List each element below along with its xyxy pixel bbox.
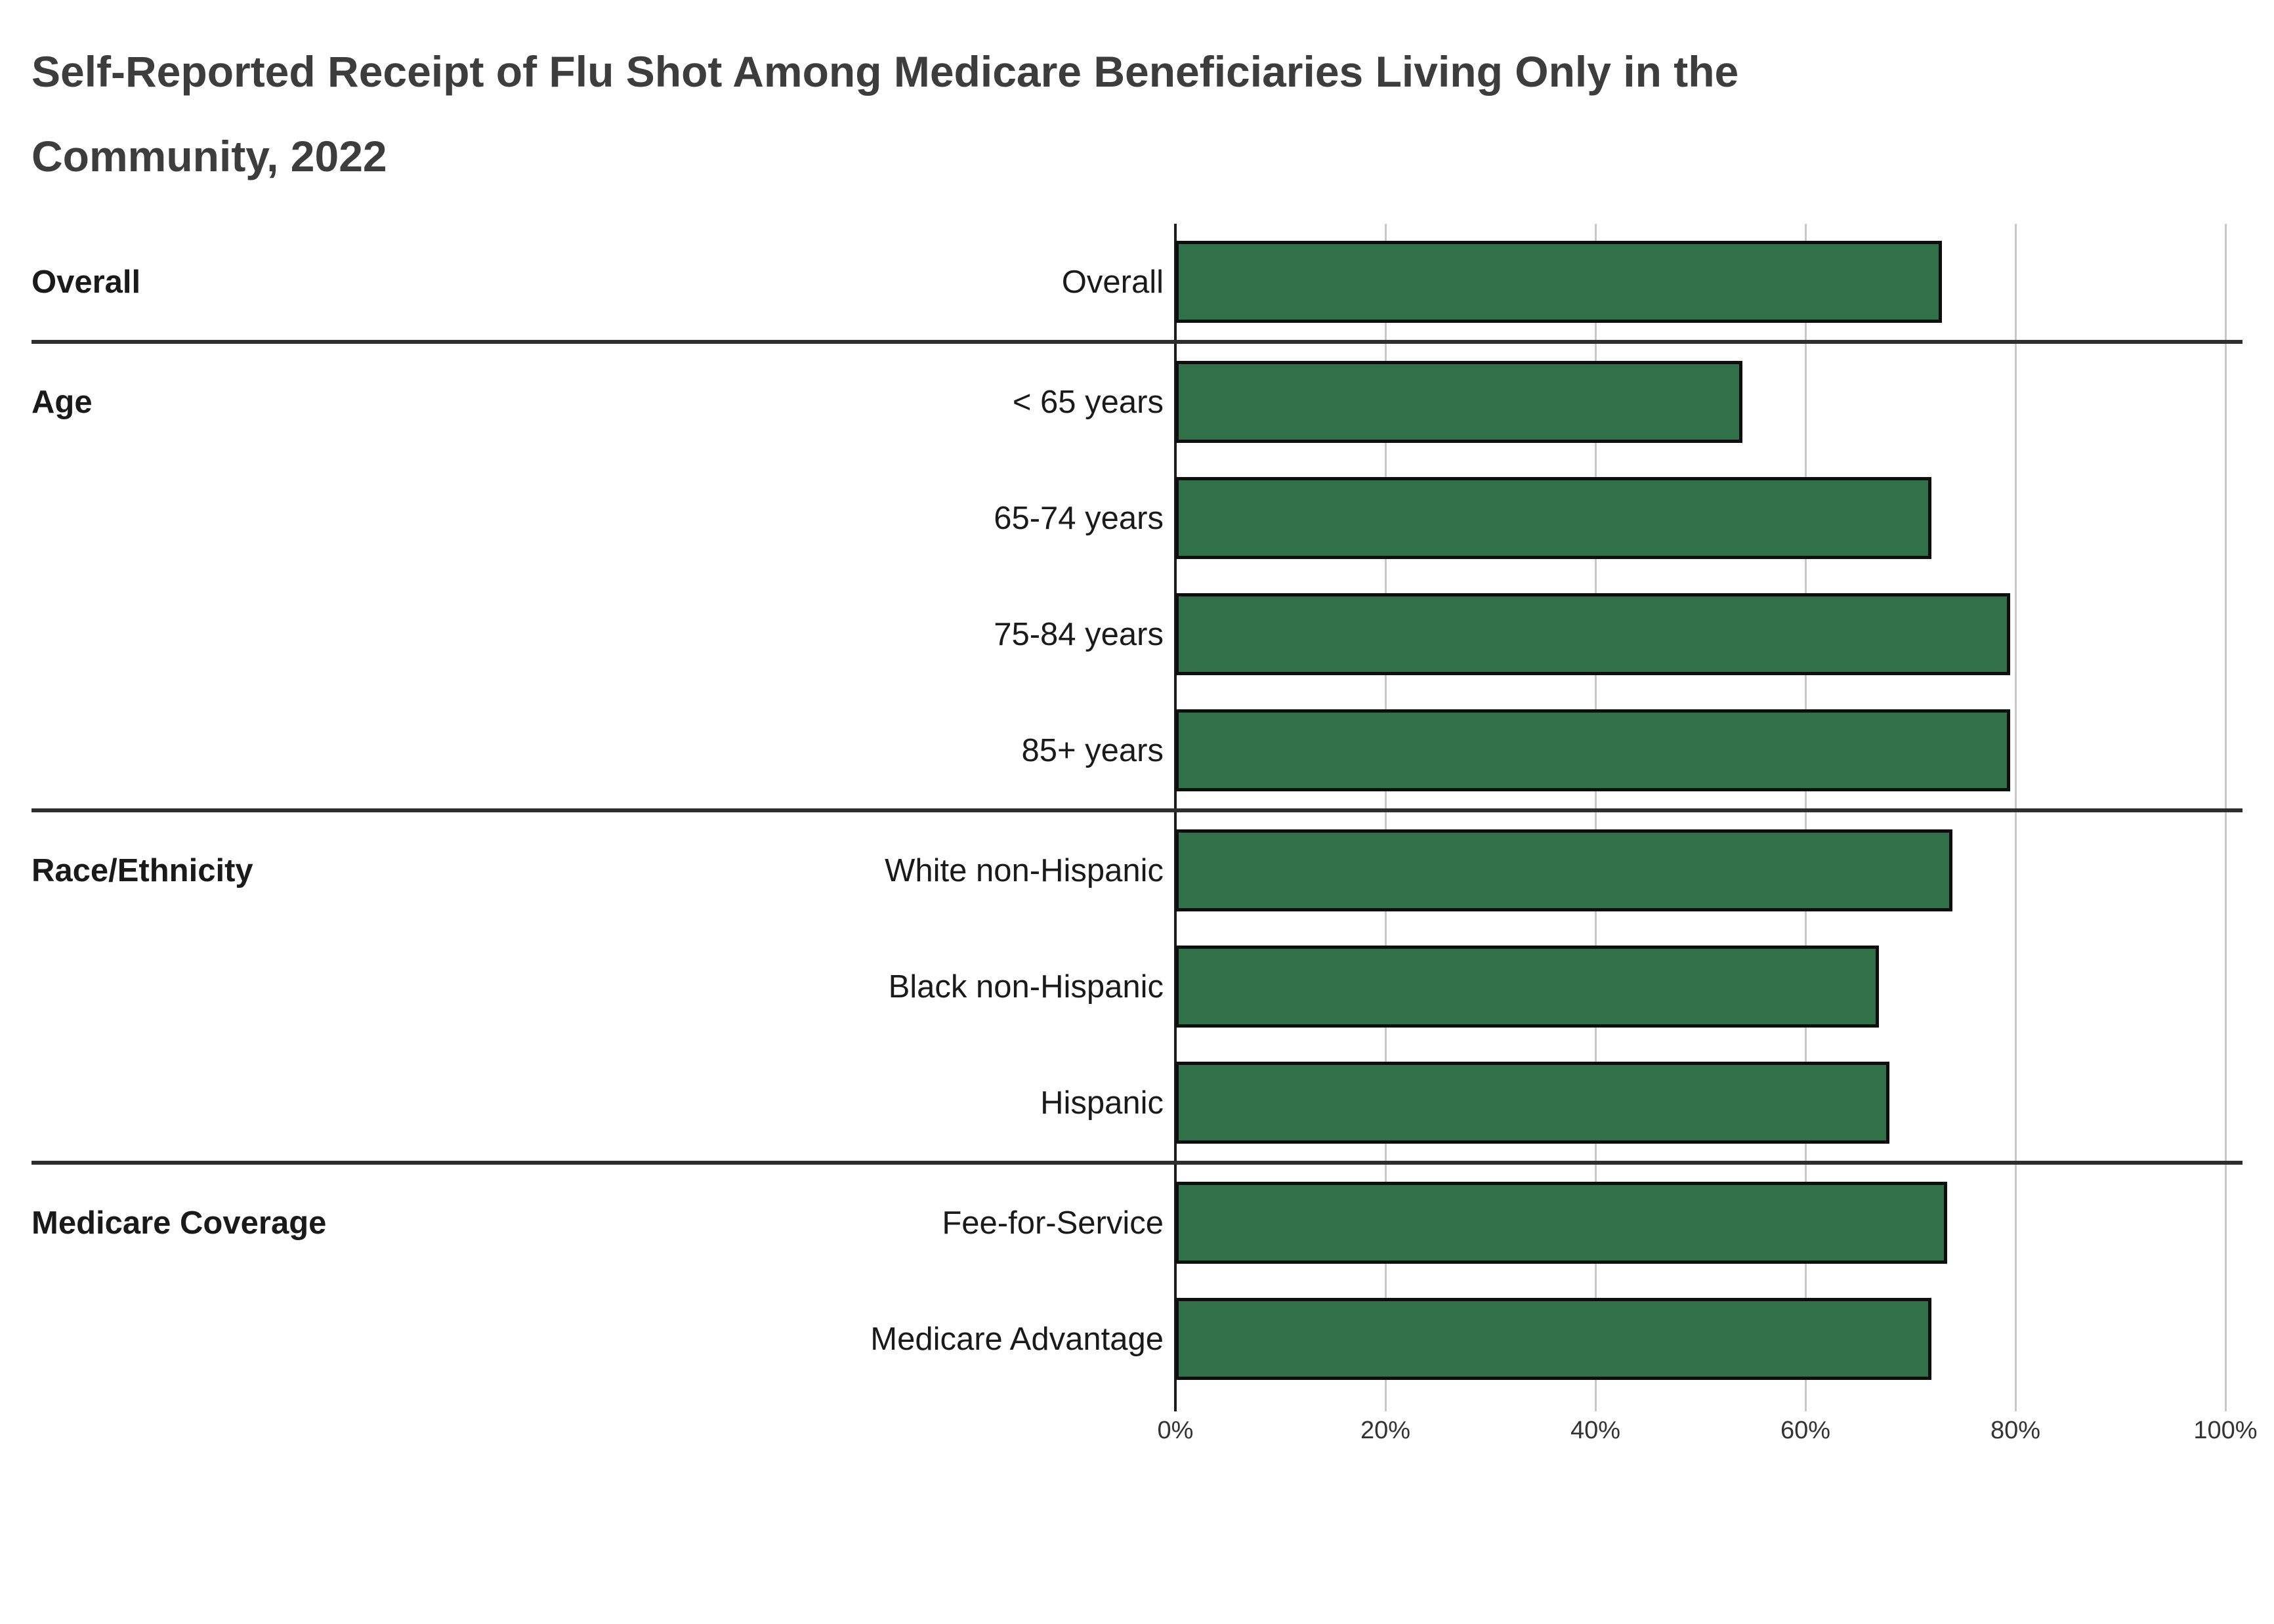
group-label: Overall [32,264,141,300]
x-tick-label: 100% [2193,1417,2258,1444]
axis-tick [1805,1397,1807,1411]
bar [1175,1298,1931,1380]
bar-label: 75-84 years [994,616,1164,652]
chart-title-line2: Community, 2022 [32,131,387,180]
bar-label: 65-74 years [994,500,1164,536]
bar-label: Overall [1061,264,1164,300]
bar [1175,946,1879,1028]
bar-label: 85+ years [1021,732,1164,768]
group-divider [32,1161,2242,1165]
axis-tick [1385,1397,1387,1411]
bar-label: Black non-Hispanic [888,968,1164,1005]
group-label: Medicare Coverage [32,1205,327,1241]
bar [1175,477,1931,559]
bar [1175,1062,1889,1144]
bar-label: Hispanic [1040,1085,1164,1121]
axis-tick [2015,1397,2017,1411]
group-divider [32,808,2242,812]
bar-label: Fee-for-Service [942,1205,1164,1241]
axis-tick [2225,1397,2227,1411]
bar [1175,593,2010,675]
group-label: Race/Ethnicity [32,852,253,888]
chart-title-line1: Self-Reported Receipt of Flu Shot Among Medicare Beneficiaries Living Only in the [32,47,1739,96]
x-tick-label: 40% [1570,1417,1621,1444]
x-tick-label: 0% [1157,1417,1194,1444]
bar-label: Medicare Advantage [870,1321,1164,1357]
group-divider [32,340,2242,344]
group-label: Age [32,384,93,420]
bar-label: White non-Hispanic [885,852,1164,888]
x-tick-label: 80% [1990,1417,2041,1444]
x-tick-label: 20% [1360,1417,1411,1444]
bar [1175,1182,1947,1264]
bar [1175,241,1942,323]
axis-tick [1595,1397,1597,1411]
bar-label: < 65 years [1012,384,1164,420]
bar [1175,709,2010,791]
axis-tick [1174,1397,1177,1411]
bar [1175,361,1742,443]
x-tick-label: 60% [1780,1417,1831,1444]
bar [1175,829,1952,911]
